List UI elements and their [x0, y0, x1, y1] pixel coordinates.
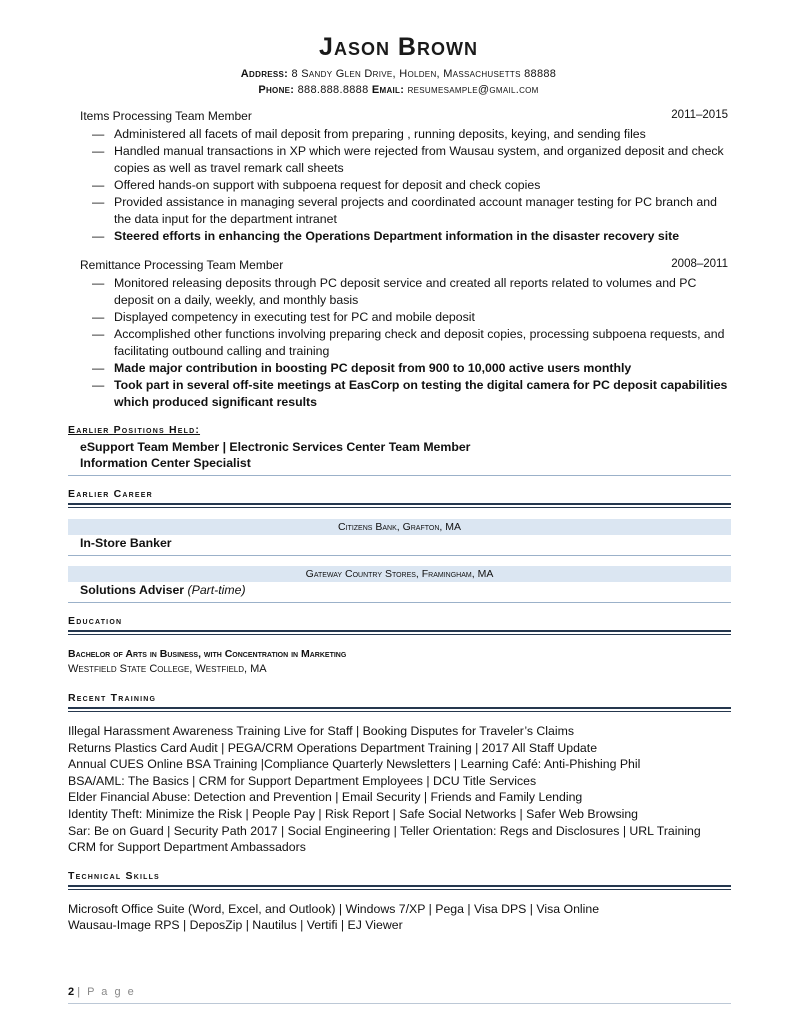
bullet-item: — Provided assistance in managing several projects and coordinated account manager testing for PC branch and the data input for the department intranet [92, 195, 717, 226]
education-heading: Education [68, 615, 123, 627]
address-line [0, 68, 797, 80]
bullet-item: — Made major contribution in boosting PC deposit from 900 to 10,000 active users monthly [92, 361, 632, 375]
email-value: resumesample@gmail.com [407, 84, 539, 96]
employer-role: Solutions Adviser [80, 583, 185, 597]
footer-rule [68, 1003, 731, 1004]
phone-email-line [0, 84, 797, 96]
training-line: CRM for Support Department Ambassadors [68, 840, 306, 854]
bullet-item: — Administered all facets of mail deposit from preparing , running deposits, keying, and sending files [92, 127, 646, 141]
school: Westfield State College, Westfield, MA [68, 663, 267, 675]
employer-band: Gateway Country Stores, Framingham, MA [68, 566, 731, 582]
page-label: | P a g e [77, 986, 136, 998]
job-title-2: Remittance Processing Team Member 2008–2011 [80, 258, 728, 272]
employer-band: Citizens Bank, Grafton, MA [68, 519, 731, 535]
earlier-career-heading: Earlier Career [68, 488, 153, 500]
section-rule [68, 630, 731, 635]
skills-line: Microsoft Office Suite (Word, Excel, and Outlook) | Windows 7/XP | Pega | Visa DPS | Visa Online [68, 902, 600, 916]
bullet-item: — Accomplished other functions involving preparing check and deposit copies, processing subpoena requests, and facilitating outbound calling and training [92, 327, 725, 358]
skills-heading: Technical Skills [68, 870, 160, 882]
training-line: Returns Plastics Card Audit | PEGA/CRM Operations Department Training | 2017 All Staff Update [68, 741, 598, 755]
bullet-item: — Offered hands-on support with subpoena request for deposit and check copies [92, 178, 541, 192]
candidate-name: Jason Brown [319, 33, 478, 61]
training-line: Annual CUES Online BSA Training |Compliance Quarterly Newsletters | Learning Café: Anti-Phishing Phil [68, 757, 641, 771]
bullet-item: — Steered efforts in enhancing the Operations Department information in the disaster recovery site [92, 229, 680, 243]
page-number: 2 [68, 986, 75, 998]
training-line: BSA/AML: The Basics | CRM for Support Department Employees | DCU Title Services [68, 774, 537, 788]
earlier-positions-heading: Earlier Positions Held: [68, 424, 201, 436]
page-footer [68, 986, 136, 998]
job-dates-2: 2008–2011 [671, 258, 728, 270]
phone-label: Phone: [258, 84, 295, 96]
degree: Bachelor of Arts in Business, with Concentration in Marketing [68, 648, 347, 660]
employer-role: In-Store Banker [80, 536, 172, 550]
section-divider [68, 602, 731, 603]
employer-role-line [80, 583, 246, 597]
bullet-item: — Handled manual transactions in XP which were rejected from Wausau system, and organized deposit and check copies as well as travel remark call sheets [92, 144, 724, 175]
phone-value: 888.888.8888 [297, 84, 369, 96]
training-line: Elder Financial Abuse: Detection and Prevention | Email Security | Friends and Family Lending [68, 790, 583, 804]
section-divider [68, 475, 731, 476]
training-line: Identity Theft: Minimize the Risk | People Pay | Risk Report | Safe Social Networks | Safer Web Browsing [68, 807, 639, 821]
section-rule [68, 707, 731, 712]
section-rule [68, 885, 731, 890]
bullet-item: — Took part in several off-site meetings at EasCorp on testing the digital camera for PC deposit capabilities which produced significant results [92, 378, 728, 409]
employer-role-note: (Part-time) [187, 583, 246, 597]
job-dates-1: 2011–2015 [671, 109, 728, 121]
email-label: Email: [371, 84, 405, 96]
earlier-positions-line: eSupport Team Member | Electronic Services Center Team Member [80, 440, 471, 454]
section-rule [68, 503, 731, 508]
section-divider [68, 555, 731, 556]
address-value: 8 Sandy Glen Drive, Holden, Massachusetts 88888 [291, 68, 557, 80]
address-label: Address: [240, 68, 289, 80]
training-line: Illegal Harassment Awareness Training Live for Staff | Booking Disputes for Traveler’s Claims [68, 724, 575, 738]
training-heading: Recent Training [68, 692, 157, 704]
training-line: Sar: Be on Guard | Security Path 2017 | Social Engineering | Teller Orientation: Regs and Disclosures | URL Training [68, 824, 701, 838]
bullet-item: — Displayed competency in executing test for PC and mobile deposit [92, 310, 475, 324]
earlier-positions-line: Information Center Specialist [80, 456, 251, 470]
job-title-1: Items Processing Team Member 2011–2015 [80, 109, 728, 123]
bullet-item: — Monitored releasing deposits through PC deposit service and created all reports related to volumes and PC deposit on a daily, weekly, and monthly basis [92, 276, 697, 307]
skills-line: Wausau-Image RPS | DeposZip | Nautilus | Vertifi | EJ Viewer [68, 918, 403, 932]
